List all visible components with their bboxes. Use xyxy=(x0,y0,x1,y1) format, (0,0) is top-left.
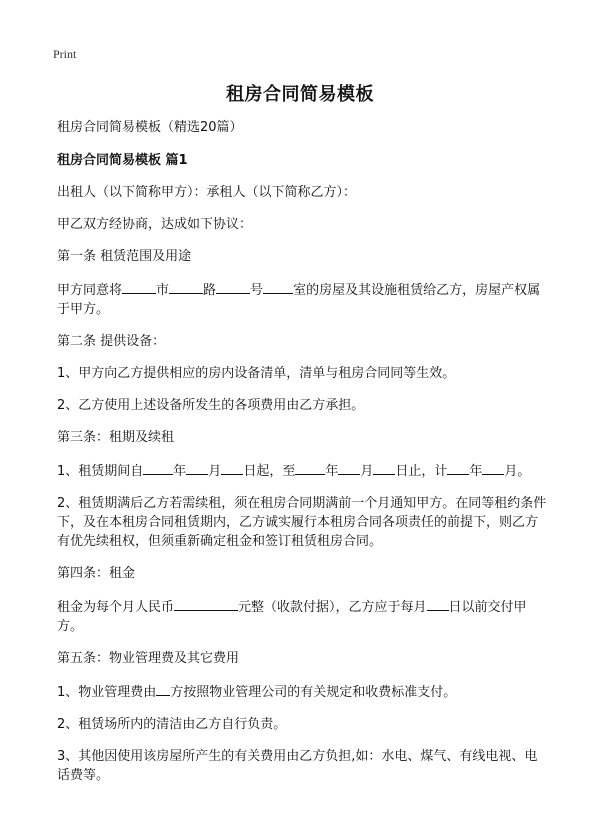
text-segment: 1、租赁期间自 xyxy=(57,464,144,479)
section-heading: 租房合同简易模板 篇1 xyxy=(57,153,188,168)
fill-blank xyxy=(143,460,173,475)
text-segment: 元整（收款付据），乙方应于每月 xyxy=(238,600,427,615)
fill-blank xyxy=(263,279,293,294)
parties-paragraph: 出租人（以下简称甲方）：承租人（以下简称乙方）： xyxy=(57,185,357,200)
article-3-item-1 xyxy=(57,460,547,481)
article-5-item-1 xyxy=(57,681,547,702)
fill-blank xyxy=(169,279,203,294)
fill-blank xyxy=(186,460,208,475)
fill-blank xyxy=(373,460,395,475)
fill-blank xyxy=(482,460,504,475)
article-4-paragraph xyxy=(57,596,547,636)
text-segment: 日止，计 xyxy=(395,464,448,479)
article-3-item-2: 2、租赁期满后乙方若需续租，须在租房合同期满前一个月通知甲方。在同等租约条件下，及在本租房合同租赁期内，乙方诚实履行本租房合同各项责任的前提下，则乙方有优先续租权，但须重新确定租金和签订租赁租房合同。 xyxy=(57,496,547,549)
text-segment: 市 xyxy=(156,283,170,298)
text-segment: 室的房屋及其设施租赁给乙方，房屋产权属于甲方。 xyxy=(57,283,541,317)
fill-blank xyxy=(295,460,325,475)
article-3-title: 第三条：租期及续租 xyxy=(57,430,175,445)
text-segment: 日以前交付甲方。 xyxy=(57,600,527,634)
article-5-item-3: 3、其他因使用该房屋所产生的有关费用由乙方负担,如：水电、煤气、有线电视、电话费等。 xyxy=(57,749,538,783)
text-segment: 方按照物业管理公司的有关规定和收费标准支付。 xyxy=(170,685,457,700)
article-2-item-2: 2、乙方使用上述设备所发生的各项费用由乙方承担。 xyxy=(57,398,365,413)
text-segment: 月。 xyxy=(504,464,531,479)
fill-blank xyxy=(156,681,170,696)
print-label: Print xyxy=(53,47,77,61)
document-subtitle: 租房合同简易模板（精选20篇） xyxy=(57,120,243,135)
fill-blank xyxy=(427,596,449,611)
article-1-title: 第一条 租赁范围及用途 xyxy=(57,249,192,264)
article-2-title: 第二条 提供设备： xyxy=(57,334,166,349)
text-segment: 号 xyxy=(250,283,264,298)
text-segment: 租金为每个月人民币 xyxy=(57,600,175,615)
agreement-paragraph: 甲乙双方经协商，达成如下协议： xyxy=(57,217,253,232)
fill-blank xyxy=(122,279,156,294)
text-segment: 月 xyxy=(360,464,374,479)
article-2-item-1: 1、甲方向乙方提供相应的房内设备清单，清单与租房合同同等生效。 xyxy=(57,366,456,381)
text-segment: 年 xyxy=(469,464,483,479)
fill-blank xyxy=(221,460,243,475)
article-5-item-2: 2、租赁场所内的清洁由乙方自行负责。 xyxy=(57,717,287,732)
text-segment: 年 xyxy=(325,464,339,479)
text-segment: 路 xyxy=(203,283,217,298)
document-body xyxy=(57,118,547,798)
text-segment: 年 xyxy=(173,464,187,479)
fill-blank xyxy=(216,279,250,294)
article-4-title: 第四条：租金 xyxy=(57,566,136,581)
fill-blank xyxy=(338,460,360,475)
text-segment: 日起，至 xyxy=(243,464,296,479)
text-segment: 月 xyxy=(208,464,222,479)
document-title: 租房合同简易模板 xyxy=(226,84,374,105)
article-1-paragraph xyxy=(57,279,547,319)
article-5-title: 第五条：物业管理费及其它费用 xyxy=(57,651,240,666)
text-segment: 甲方同意将 xyxy=(57,283,123,298)
text-segment: 1、物业管理费由 xyxy=(57,685,157,700)
fill-blank xyxy=(174,596,238,611)
fill-blank xyxy=(447,460,469,475)
